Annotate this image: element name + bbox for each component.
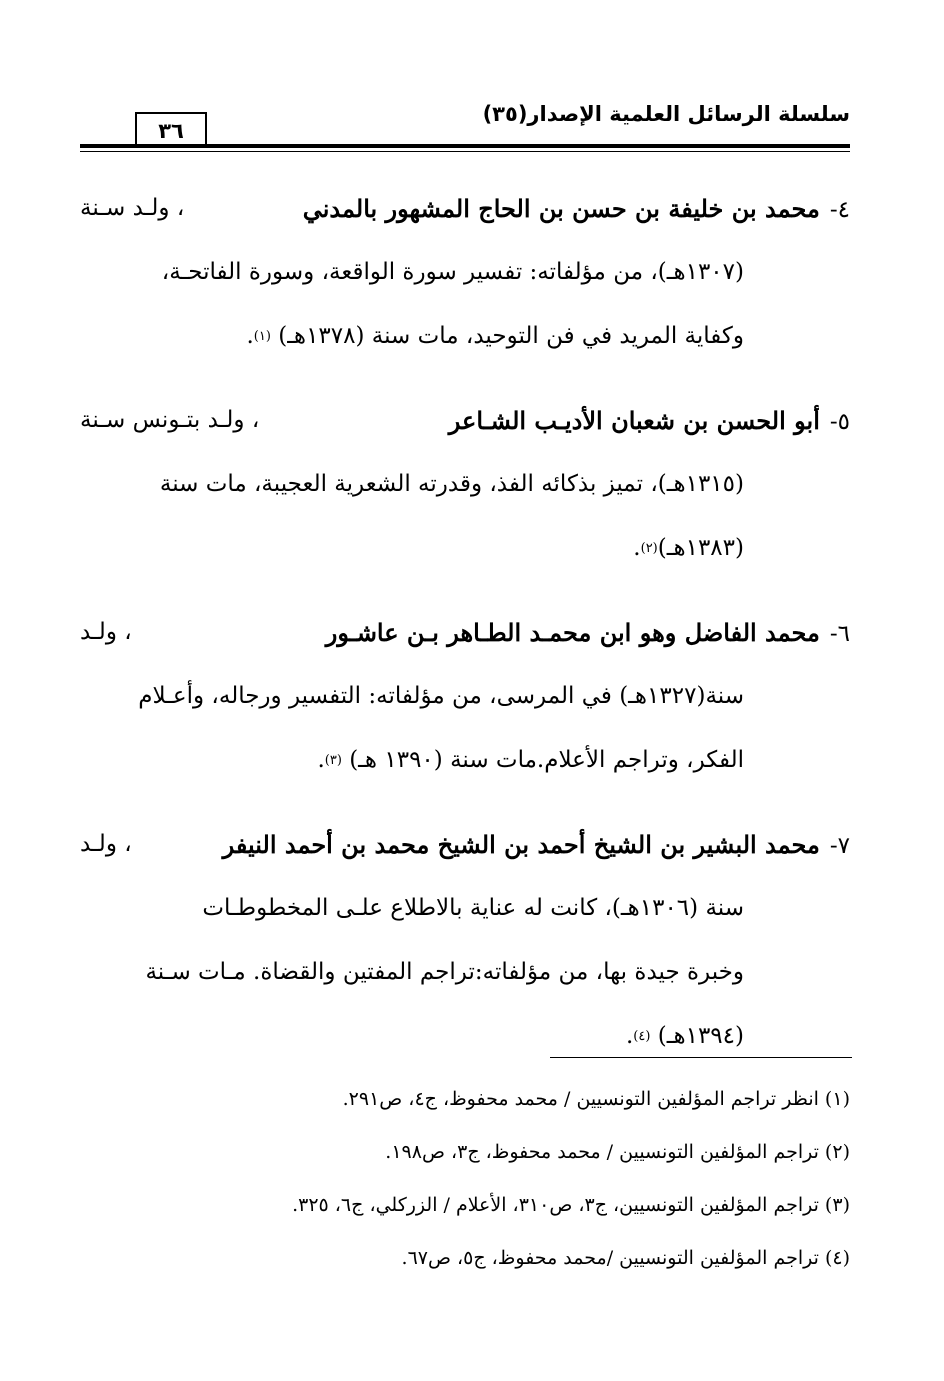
entry-number: ٦- bbox=[829, 620, 850, 647]
entry-text: سنة(١٣٢٧هـ) في المرسى، من مؤلفاته: التفسير ورجاله، وأعـلام bbox=[138, 683, 744, 709]
entry-text: (١٣٠٧هـ)، من مؤلفاته: تفسير سورة الواقعة، وسورة الفاتحـة، bbox=[161, 259, 744, 285]
biography-entry bbox=[80, 176, 850, 368]
entry-name: محمد الفاضل وهو ابن محمـد الطـاهر بـن عاشـور bbox=[325, 617, 820, 647]
entry-heading bbox=[303, 194, 850, 223]
entry-number: ٤- bbox=[829, 196, 850, 223]
entry-name: محمد البشير بن الشيخ أحمد بن الشيخ محمد بن أحمد النيفر bbox=[222, 829, 820, 859]
entry-line bbox=[80, 664, 850, 728]
footnote: (٣) تراجم المؤلفين التونسيين، ج٣، ص٣١٠، الأعلام / الزركلي، ج٦، ٣٢٥. bbox=[292, 1193, 850, 1216]
entry-text: (١٣٩٤هـ) bbox=[657, 1023, 744, 1049]
entry-line bbox=[80, 240, 850, 304]
entry-line bbox=[80, 388, 850, 452]
entry-line bbox=[80, 516, 850, 580]
footnote: (١) انظر تراجم المؤلفين التونسيين / محمد محفوظ، ج٤، ص٢٩١. bbox=[342, 1087, 850, 1110]
entry-text: (١٣١٥هـ)، تميز بذكائه الفذ، وقدرته الشعرية العجيبة، مات سنة bbox=[159, 471, 744, 497]
header-rule-thin bbox=[80, 151, 850, 152]
entry-heading bbox=[223, 830, 850, 859]
entry-line-rest: ، ولـد bbox=[80, 831, 132, 857]
biography-list bbox=[80, 176, 850, 1088]
entry-text: الفكر، وتراجم الأعلام.مات سنة (١٣٩٠ هـ) bbox=[349, 747, 744, 773]
entry-text: وخبرة جيدة بها، من مؤلفاته:تراجم المفتين والقضاة. مـات سـنة bbox=[145, 959, 744, 985]
entry-heading bbox=[449, 406, 850, 435]
footnote-ref: (١) bbox=[253, 328, 271, 344]
footnote-ref: (٤) bbox=[633, 1028, 651, 1044]
biography-entry bbox=[80, 388, 850, 580]
biography-entry bbox=[80, 812, 850, 1068]
entry-text-end: . bbox=[246, 323, 254, 349]
entry-text: (١٣٨٣هـ) bbox=[657, 535, 744, 561]
entry-line bbox=[80, 304, 850, 368]
entry-line bbox=[80, 1004, 850, 1068]
entry-line-rest: ، ولـد بتـونس سـنة bbox=[80, 407, 260, 433]
footnote-ref: (٢) bbox=[640, 540, 658, 556]
biography-entry bbox=[80, 600, 850, 792]
footnote-separator bbox=[550, 1057, 852, 1058]
footnote: (٤) تراجم المؤلفين التونسيين /محمد محفوظ، ج٥، ص٦٧. bbox=[401, 1246, 850, 1269]
entry-number: ٧- bbox=[829, 832, 850, 859]
footnote: (٢) تراجم المؤلفين التونسيين / محمد محفوظ، ج٣، ص١٩٨. bbox=[385, 1140, 850, 1163]
entry-text-end: . bbox=[633, 535, 641, 561]
entry-number: ٥- bbox=[829, 408, 850, 435]
footnote-ref: (٣) bbox=[324, 752, 342, 768]
entry-line bbox=[80, 176, 850, 240]
page-header bbox=[80, 100, 850, 160]
entry-line bbox=[80, 812, 850, 876]
entry-text-end: . bbox=[625, 1023, 634, 1049]
entry-name: محمد بن خليفة بن حسن بن الحاج المشهور بالمدني bbox=[302, 193, 820, 223]
entry-line bbox=[80, 876, 850, 940]
entry-line bbox=[80, 600, 850, 664]
entry-line-rest: ، ولـد سـنة bbox=[80, 195, 185, 221]
series-title: سلسلة الرسائل العلمية الإصدار(٣٥) bbox=[482, 102, 850, 126]
header-rule-thick bbox=[80, 144, 850, 148]
entry-name: أبو الحسن بن شعبان الأديـب الشـاعر bbox=[448, 405, 820, 435]
entry-heading bbox=[326, 618, 850, 647]
entry-text-end: . bbox=[317, 747, 325, 773]
entry-line bbox=[80, 728, 850, 792]
entry-line bbox=[80, 452, 850, 516]
entry-line-rest: ، ولـد bbox=[80, 619, 132, 645]
entry-line bbox=[80, 940, 850, 1004]
page-number: ٣٦ bbox=[135, 112, 207, 148]
entry-text: سنة (١٣٠٦هـ)، كانت له عناية بالاطلاع علـى المخطوطـات bbox=[202, 895, 744, 921]
footnotes bbox=[90, 1072, 850, 1284]
entry-text: وكفاية المريد في فن التوحيد، مات سنة (١٣٧٨هـ) bbox=[278, 323, 744, 349]
